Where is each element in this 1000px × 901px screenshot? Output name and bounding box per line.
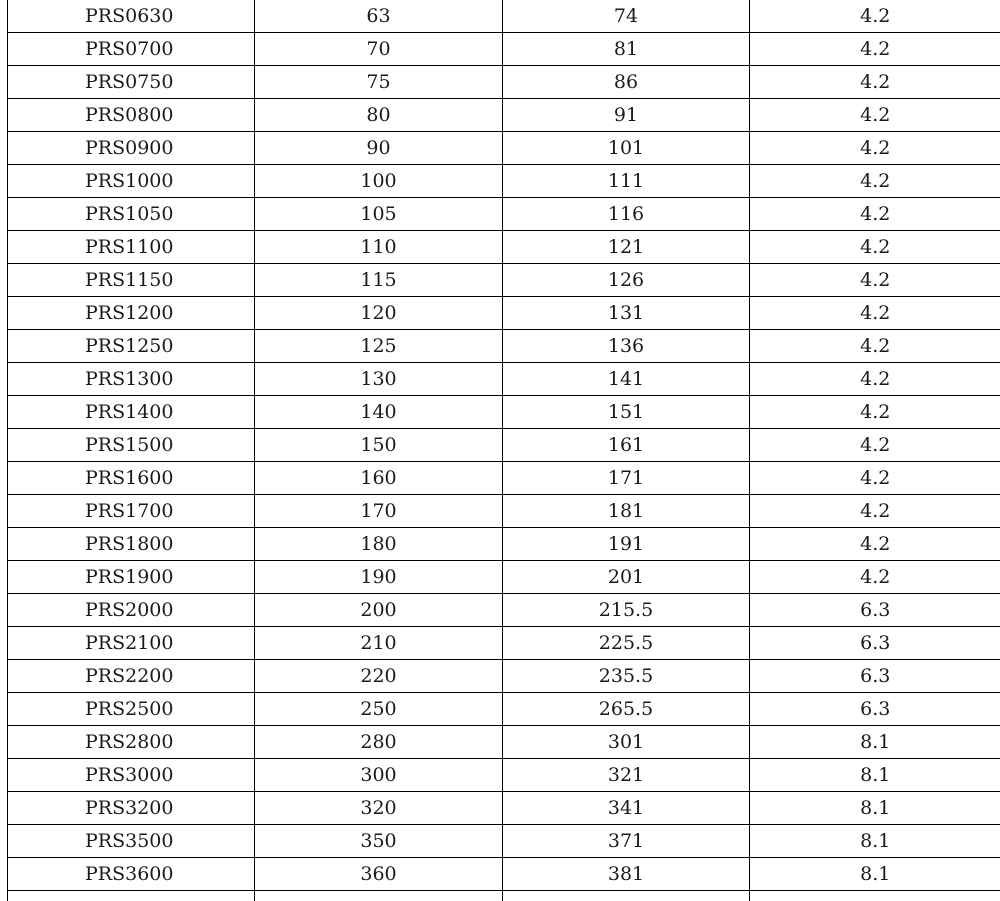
outer-size-cell: 371 [503, 825, 750, 858]
model-cell: PRS1800 [8, 528, 255, 561]
table-row [8, 231, 1000, 264]
nominal-size-cell: 180 [255, 528, 503, 561]
thickness-cell: 4.2 [750, 66, 1000, 99]
model-cell: PRS3000 [8, 759, 255, 792]
nominal-size-cell: 110 [255, 231, 503, 264]
outer-size-cell: 141 [503, 363, 750, 396]
table-row [8, 198, 1000, 231]
model-cell: PRS1500 [8, 429, 255, 462]
thickness-cell: 4.2 [750, 165, 1000, 198]
thickness-cell: 4.2 [750, 561, 1000, 594]
model-cell: PRS2200 [8, 660, 255, 693]
column-divider-stub [749, 891, 750, 901]
model-cell: PRS0800 [8, 99, 255, 132]
nominal-size-cell: 220 [255, 660, 503, 693]
nominal-size-cell: 160 [255, 462, 503, 495]
model-cell: PRS0700 [8, 33, 255, 66]
thickness-cell: 4.2 [750, 429, 1000, 462]
model-cell: PRS1200 [8, 297, 255, 330]
thickness-cell: 4.2 [750, 297, 1000, 330]
outer-size-cell: 101 [503, 132, 750, 165]
table-row [8, 330, 1000, 363]
thickness-cell: 4.2 [750, 462, 1000, 495]
thickness-cell: 4.2 [750, 396, 1000, 429]
model-cell: PRS2000 [8, 594, 255, 627]
table-row [8, 693, 1000, 726]
table-row [8, 0, 1000, 33]
outer-size-cell: 74 [503, 0, 750, 33]
nominal-size-cell: 250 [255, 693, 503, 726]
model-cell: PRS2500 [8, 693, 255, 726]
outer-size-cell: 161 [503, 429, 750, 462]
outer-size-cell: 215.5 [503, 594, 750, 627]
thickness-cell: 6.3 [750, 594, 1000, 627]
table-row [8, 858, 1000, 891]
thickness-cell: 6.3 [750, 693, 1000, 726]
nominal-size-cell: 115 [255, 264, 503, 297]
table-row [8, 363, 1000, 396]
thickness-cell: 4.2 [750, 495, 1000, 528]
thickness-cell: 4.2 [750, 198, 1000, 231]
nominal-size-cell: 70 [255, 33, 503, 66]
model-cell: PRS1050 [8, 198, 255, 231]
outer-size-cell: 341 [503, 792, 750, 825]
model-cell: PRS0750 [8, 66, 255, 99]
outer-size-cell: 136 [503, 330, 750, 363]
table-row [8, 759, 1000, 792]
nominal-size-cell: 120 [255, 297, 503, 330]
table-row [8, 66, 1000, 99]
thickness-cell: 8.1 [750, 759, 1000, 792]
outer-size-cell: 201 [503, 561, 750, 594]
thickness-cell: 6.3 [750, 660, 1000, 693]
thickness-cell: 8.1 [750, 825, 1000, 858]
nominal-size-cell: 125 [255, 330, 503, 363]
outer-size-cell: 81 [503, 33, 750, 66]
model-cell: PRS1000 [8, 165, 255, 198]
nominal-size-cell: 140 [255, 396, 503, 429]
nominal-size-cell: 320 [255, 792, 503, 825]
nominal-size-cell: 100 [255, 165, 503, 198]
nominal-size-cell: 150 [255, 429, 503, 462]
table-row [8, 660, 1000, 693]
outer-size-cell: 121 [503, 231, 750, 264]
thickness-cell: 4.2 [750, 99, 1000, 132]
thickness-cell: 8.1 [750, 858, 1000, 891]
thickness-cell: 8.1 [750, 726, 1000, 759]
nominal-size-cell: 90 [255, 132, 503, 165]
model-cell: PRS2800 [8, 726, 255, 759]
model-cell: PRS1150 [8, 264, 255, 297]
table-row [8, 132, 1000, 165]
outer-size-cell: 86 [503, 66, 750, 99]
table-row [8, 429, 1000, 462]
nominal-size-cell: 200 [255, 594, 503, 627]
nominal-size-cell: 170 [255, 495, 503, 528]
outer-size-cell: 91 [503, 99, 750, 132]
outer-size-cell: 111 [503, 165, 750, 198]
outer-size-cell: 116 [503, 198, 750, 231]
table-row [8, 165, 1000, 198]
nominal-size-cell: 80 [255, 99, 503, 132]
outer-size-cell: 225.5 [503, 627, 750, 660]
model-cell: PRS1400 [8, 396, 255, 429]
outer-size-cell: 265.5 [503, 693, 750, 726]
nominal-size-cell: 360 [255, 858, 503, 891]
thickness-cell: 4.2 [750, 231, 1000, 264]
table-row [8, 561, 1000, 594]
outer-size-cell: 191 [503, 528, 750, 561]
model-cell: PRS2100 [8, 627, 255, 660]
table-continuation [7, 891, 1000, 901]
outer-size-cell: 151 [503, 396, 750, 429]
column-divider-stub [254, 891, 255, 901]
nominal-size-cell: 280 [255, 726, 503, 759]
spec-table [7, 0, 1000, 891]
thickness-cell: 6.3 [750, 627, 1000, 660]
outer-size-cell: 321 [503, 759, 750, 792]
thickness-cell: 8.1 [750, 792, 1000, 825]
nominal-size-cell: 350 [255, 825, 503, 858]
nominal-size-cell: 105 [255, 198, 503, 231]
table-row [8, 594, 1000, 627]
column-divider-stub [7, 891, 8, 901]
outer-size-cell: 235.5 [503, 660, 750, 693]
table-row [8, 33, 1000, 66]
table-row [8, 264, 1000, 297]
model-cell: PRS1100 [8, 231, 255, 264]
thickness-cell: 4.2 [750, 33, 1000, 66]
column-divider-stub [502, 891, 503, 901]
model-cell: PRS3200 [8, 792, 255, 825]
thickness-cell: 4.2 [750, 528, 1000, 561]
model-cell: PRS1900 [8, 561, 255, 594]
thickness-cell: 4.2 [750, 363, 1000, 396]
outer-size-cell: 301 [503, 726, 750, 759]
model-cell: PRS1700 [8, 495, 255, 528]
nominal-size-cell: 190 [255, 561, 503, 594]
model-cell: PRS1300 [8, 363, 255, 396]
table-row [8, 99, 1000, 132]
thickness-cell: 4.2 [750, 330, 1000, 363]
outer-size-cell: 126 [503, 264, 750, 297]
table-row [8, 462, 1000, 495]
thickness-cell: 4.2 [750, 0, 1000, 33]
nominal-size-cell: 75 [255, 66, 503, 99]
outer-size-cell: 181 [503, 495, 750, 528]
outer-size-cell: 381 [503, 858, 750, 891]
table-row [8, 825, 1000, 858]
table-row [8, 726, 1000, 759]
nominal-size-cell: 210 [255, 627, 503, 660]
table-row [8, 792, 1000, 825]
table-row [8, 495, 1000, 528]
table-row [8, 627, 1000, 660]
model-cell: PRS3500 [8, 825, 255, 858]
thickness-cell: 4.2 [750, 264, 1000, 297]
thickness-cell: 4.2 [750, 132, 1000, 165]
model-cell: PRS3600 [8, 858, 255, 891]
model-cell: PRS0900 [8, 132, 255, 165]
nominal-size-cell: 130 [255, 363, 503, 396]
nominal-size-cell: 63 [255, 0, 503, 33]
model-cell: PRS1250 [8, 330, 255, 363]
outer-size-cell: 171 [503, 462, 750, 495]
table-row [8, 528, 1000, 561]
model-cell: PRS0630 [8, 0, 255, 33]
nominal-size-cell: 300 [255, 759, 503, 792]
table-row [8, 396, 1000, 429]
model-cell: PRS1600 [8, 462, 255, 495]
table-row [8, 297, 1000, 330]
spec-table-body [8, 0, 1000, 891]
outer-size-cell: 131 [503, 297, 750, 330]
